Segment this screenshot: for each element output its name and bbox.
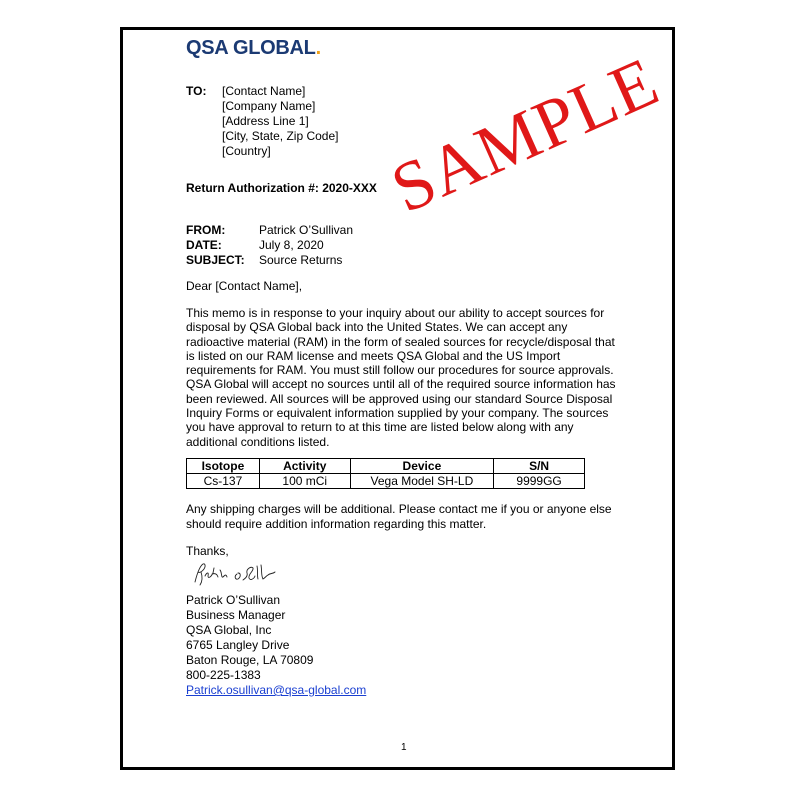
body-line: disposal by QSA Global back into the United States. We can accept any bbox=[186, 320, 568, 335]
table-header-row bbox=[187, 459, 585, 474]
document-page bbox=[120, 27, 675, 770]
body-line: additional conditions listed. bbox=[186, 434, 330, 449]
logo-dot: . bbox=[315, 37, 321, 59]
header-row-from bbox=[186, 223, 354, 238]
col-header-activity: Activity bbox=[259, 459, 350, 474]
signature-block bbox=[186, 593, 366, 698]
cell-isotope: Cs-137 bbox=[187, 474, 260, 489]
signer-title: Business Manager bbox=[186, 608, 286, 622]
company-logo bbox=[186, 37, 321, 60]
city-state-zip: Baton Rouge, LA 70809 bbox=[186, 653, 314, 667]
page-number: 1 bbox=[401, 742, 407, 753]
to-line-address: [Address Line 1] bbox=[222, 114, 309, 128]
header-row-subject bbox=[186, 253, 343, 268]
source-table bbox=[186, 458, 585, 489]
sample-watermark: SAMPLE bbox=[380, 43, 670, 229]
col-header-sn: S/N bbox=[494, 459, 585, 474]
return-authorization: Return Authorization #: 2020-XXX bbox=[186, 181, 377, 195]
header-label-subject: SUBJECT: bbox=[186, 253, 245, 267]
header-label-date: DATE: bbox=[186, 238, 222, 252]
body-line: Inquiry Forms or equivalent information supplied by your company. The sources bbox=[186, 406, 609, 421]
body-line: you have approval to return to at this time are listed below along with any bbox=[186, 420, 574, 435]
shipping-line: should require addition information regarding this matter. bbox=[186, 517, 487, 531]
col-header-device: Device bbox=[350, 459, 494, 474]
to-line-company: [Company Name] bbox=[222, 99, 316, 113]
header-label-from: FROM: bbox=[186, 223, 226, 237]
to-line-country: [Country] bbox=[222, 144, 271, 158]
body-line: radioactive material (RAM) in the form of sealed sources for recycle/disposal that bbox=[186, 334, 615, 349]
cell-device: Vega Model SH-LD bbox=[350, 474, 494, 489]
to-line-city: [City, State, Zip Code] bbox=[222, 129, 339, 143]
body-line: been reviewed. All sources will be approved using our standard Source Disposal bbox=[186, 391, 613, 406]
header-row-date bbox=[186, 238, 324, 253]
shipping-line: Any shipping charges will be additional. Please contact me if you or anyone else bbox=[186, 502, 612, 516]
to-line-contact: [Contact Name] bbox=[222, 84, 306, 98]
logo-name: QSA GLOBAL bbox=[186, 37, 316, 59]
header-value-date: July 8, 2020 bbox=[259, 238, 324, 252]
handwritten-signature bbox=[191, 560, 291, 588]
cell-activity: 100 mCi bbox=[259, 474, 350, 489]
body-line: is listed on our RAM license and meets QSA Global and the US Import bbox=[186, 348, 561, 363]
to-label: TO: bbox=[186, 84, 207, 98]
salutation: Dear [Contact Name], bbox=[186, 279, 303, 293]
closing: Thanks, bbox=[186, 544, 229, 558]
cell-sn: 9999GG bbox=[494, 474, 585, 489]
table-row bbox=[187, 474, 585, 489]
street-address: 6765 Langley Drive bbox=[186, 638, 290, 652]
header-value-from: Patrick O’Sullivan bbox=[259, 223, 354, 237]
to-address-block bbox=[222, 84, 339, 159]
header-value-subject: Source Returns bbox=[259, 253, 343, 267]
body-paragraph bbox=[186, 306, 616, 449]
signer-name: Patrick O’Sullivan bbox=[186, 593, 281, 607]
email-link[interactable]: Patrick.osullivan@qsa-global.com bbox=[186, 683, 367, 697]
body-line: This memo is in response to your inquiry about our ability to accept sources for bbox=[186, 306, 605, 320]
company-name: QSA Global, Inc bbox=[186, 623, 272, 637]
col-header-isotope: Isotope bbox=[187, 459, 260, 474]
shipping-paragraph bbox=[186, 502, 612, 532]
body-line: QSA Global will accept no sources until all of the required source information has bbox=[186, 377, 616, 392]
phone-number: 800-225-1383 bbox=[186, 668, 261, 682]
body-line: requirements for RAM. You must still follow our procedures for source approvals. bbox=[186, 363, 614, 378]
memo-header bbox=[186, 223, 354, 268]
